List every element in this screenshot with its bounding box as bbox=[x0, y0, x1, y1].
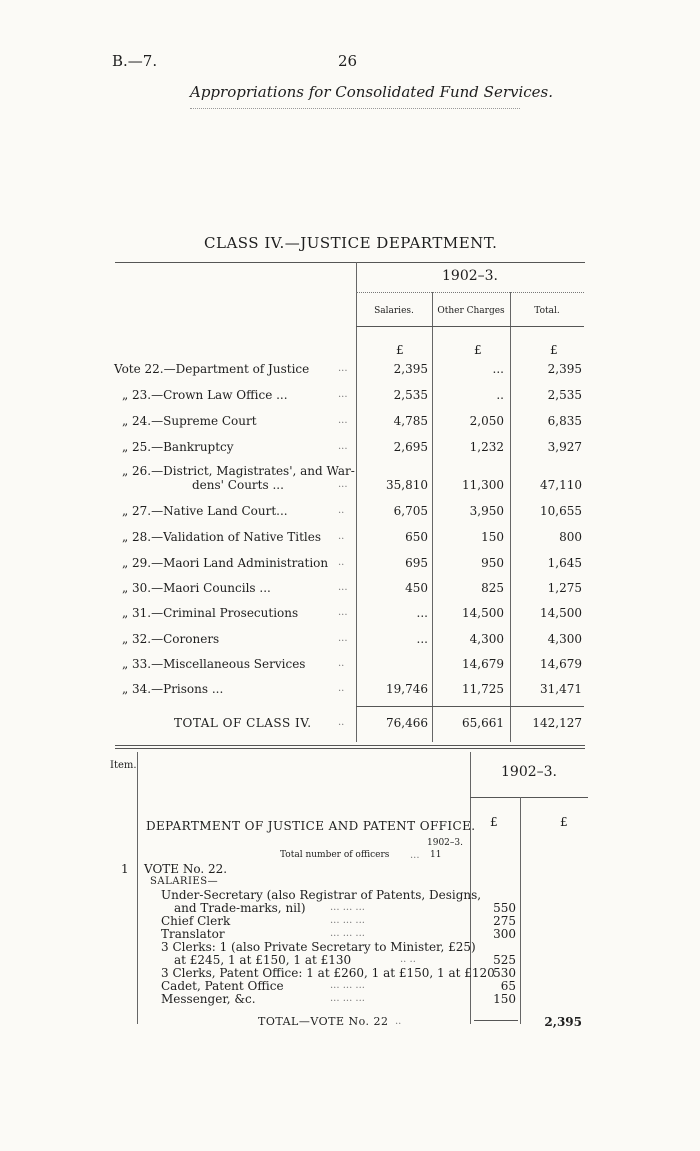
salary-text: Chief Clerk bbox=[161, 914, 231, 928]
officers-label: Total number of officers bbox=[280, 850, 390, 860]
leader-dots: .. bbox=[338, 557, 345, 568]
class-total-total: 142,127 bbox=[532, 716, 582, 730]
total-cell: 14,679 bbox=[540, 657, 582, 671]
salary-text: at £245, 1 at £150, 1 at £130 bbox=[174, 953, 352, 967]
other-cell: 3,950 bbox=[469, 504, 504, 518]
item-column-divider bbox=[137, 752, 138, 1024]
table-top-rule bbox=[115, 262, 585, 263]
col-salaries-header: Salaries. bbox=[374, 306, 414, 316]
leader-dots: ... bbox=[338, 441, 348, 452]
vote-label: „ 32.—Coroners bbox=[122, 632, 220, 646]
other-cell: 14,500 bbox=[462, 606, 504, 620]
vote-label: „ 27.—Native Land Court... bbox=[122, 504, 288, 518]
salary-text: Cadet, Patent Office bbox=[161, 979, 284, 993]
vote-label: „ 30.—Maori Councils ... bbox=[122, 581, 271, 595]
subtotal-rule bbox=[474, 1020, 518, 1021]
vote-label: „ 29.—Maori Land Administration bbox=[122, 556, 329, 570]
total-cell: 2,535 bbox=[547, 388, 582, 402]
amount-sub-divider bbox=[520, 797, 521, 1024]
other-cell: ... bbox=[492, 362, 504, 376]
vote-label: „ 33.—Miscellaneous Services bbox=[122, 657, 306, 671]
salaries-cell: 35,810 bbox=[386, 478, 428, 492]
leader-dots: .. bbox=[338, 531, 345, 542]
salaries-cell: 650 bbox=[405, 530, 428, 544]
class-year: 1902–3. bbox=[442, 268, 498, 284]
total-cell: 14,500 bbox=[540, 606, 582, 620]
total-cell: 3,927 bbox=[547, 440, 582, 454]
item-column-header: Item. bbox=[110, 760, 137, 771]
salaries-cell: 2,695 bbox=[393, 440, 428, 454]
table-divider bbox=[356, 262, 357, 742]
vote-label: „ 23.—Crown Law Office ... bbox=[122, 388, 288, 402]
leader-dots: .. bbox=[338, 658, 345, 669]
vote-heading: VOTE No. 22. bbox=[144, 862, 228, 876]
other-cell: 150 bbox=[481, 530, 504, 544]
year-rule bbox=[356, 292, 584, 293]
salary-text: 3 Clerks, Patent Office: 1 at £260, 1 at £150, 1 at £120 bbox=[161, 966, 495, 980]
leader-dots: ... ... ... bbox=[330, 928, 365, 939]
leader-dots: .. .. bbox=[400, 954, 416, 965]
class-total-other: 65,661 bbox=[462, 716, 504, 730]
leader-dots: ... ... ... bbox=[330, 993, 365, 1004]
other-cell: 11,725 bbox=[462, 682, 504, 696]
salary-amount: 150 bbox=[493, 992, 516, 1006]
leader-dots: ... ... ... bbox=[330, 902, 365, 913]
total-cell: 4,300 bbox=[547, 632, 582, 646]
leader-dots: .. bbox=[395, 1016, 402, 1027]
header-rule bbox=[356, 326, 584, 327]
leader-dots: ... bbox=[338, 363, 348, 374]
total-cell: 47,110 bbox=[540, 478, 582, 492]
vote-total-label: TOTAL—VOTE No. 22 bbox=[258, 1015, 389, 1028]
department-title: DEPARTMENT OF JUSTICE AND PATENT OFFICE. bbox=[146, 819, 476, 833]
leader-dots: .. bbox=[338, 683, 345, 694]
total-cell: 10,655 bbox=[540, 504, 582, 518]
leader-dots: ... bbox=[338, 607, 348, 618]
salary-text: Messenger, &c. bbox=[161, 992, 256, 1006]
leader-dots: ... bbox=[338, 389, 348, 400]
other-cell: 1,232 bbox=[469, 440, 504, 454]
leader-dots: ... bbox=[338, 582, 348, 593]
salary-text: Translator bbox=[161, 927, 225, 941]
salary-amount: 530 bbox=[493, 966, 516, 980]
class-total-label: TOTAL OF CLASS IV. bbox=[174, 716, 312, 730]
currency-total: £ bbox=[550, 343, 558, 357]
leader-dots: ... bbox=[410, 850, 420, 861]
col-other-header: Other Charges bbox=[437, 306, 505, 316]
salary-amount: 65 bbox=[500, 979, 516, 993]
other-cell: .. bbox=[496, 388, 504, 402]
salaries-cell: 2,535 bbox=[393, 388, 428, 402]
item-number: 1 bbox=[121, 862, 129, 876]
salaries-cell: 695 bbox=[405, 556, 428, 570]
vote-total-amount: 2,395 bbox=[544, 1015, 582, 1029]
salary-text: 3 Clerks: 1 (also Private Secretary to Minister, £25) bbox=[161, 940, 476, 954]
section-rule-2 bbox=[115, 748, 585, 749]
total-cell: 6,835 bbox=[547, 414, 582, 428]
vote-label: „ 25.—Bankruptcy bbox=[122, 440, 234, 454]
leader-dots: ... ... ... bbox=[330, 980, 365, 991]
vote-label: „ 26.—District, Magistrates', and War- bbox=[122, 464, 355, 478]
salaries-heading: SALARIES— bbox=[150, 876, 219, 887]
vote-label: „ 31.—Criminal Prosecutions bbox=[122, 606, 299, 620]
salary-amount: 275 bbox=[493, 914, 516, 928]
salaries-cell: 450 bbox=[405, 581, 428, 595]
section-rule-1 bbox=[115, 745, 585, 746]
other-cell: 11,300 bbox=[462, 478, 504, 492]
leader-dots: ... ... ... bbox=[330, 915, 365, 926]
total-cell: 2,395 bbox=[547, 362, 582, 376]
currency-other: £ bbox=[474, 343, 482, 357]
total-rule bbox=[356, 706, 584, 707]
page-number: 26 bbox=[338, 52, 358, 70]
other-cell: 950 bbox=[481, 556, 504, 570]
salary-text: Under-Secretary (also Registrar of Patents, Designs, bbox=[161, 888, 482, 902]
vote-label: Vote 22.—Department of Justice bbox=[114, 362, 310, 376]
class-total-salaries: 76,466 bbox=[386, 716, 428, 730]
total-cell: 1,645 bbox=[547, 556, 582, 570]
currency-b: £ bbox=[560, 815, 568, 829]
vote-label: „ 24.—Supreme Court bbox=[122, 414, 257, 428]
salaries-cell: 4,785 bbox=[393, 414, 428, 428]
vote-label: „ 28.—Validation of Native Titles bbox=[122, 530, 322, 544]
leader-dots: .. bbox=[338, 717, 345, 728]
leader-dots: .. bbox=[338, 505, 345, 516]
page-title: Appropriations for Consolidated Fund Services. bbox=[190, 83, 554, 101]
salary-amount: 525 bbox=[493, 953, 516, 967]
vote-year: 1902–3. bbox=[501, 764, 557, 780]
currency-a: £ bbox=[490, 815, 498, 829]
other-cell: 4,300 bbox=[469, 632, 504, 646]
officers-count: 11 bbox=[430, 850, 442, 860]
currency-salaries: £ bbox=[396, 343, 404, 357]
total-cell: 1,275 bbox=[547, 581, 582, 595]
total-cell: 31,471 bbox=[540, 682, 582, 696]
total-cell: 800 bbox=[559, 530, 582, 544]
salary-text: and Trade-marks, nil) bbox=[174, 901, 306, 915]
title-rule bbox=[190, 108, 520, 109]
salary-amount: 300 bbox=[493, 927, 516, 941]
officers-year: 1902–3. bbox=[427, 838, 463, 848]
salaries-cell: ... bbox=[416, 632, 428, 646]
vote-label: „ 34.—Prisons ... bbox=[122, 682, 224, 696]
other-cell: 2,050 bbox=[469, 414, 504, 428]
class-title: CLASS IV.—JUSTICE DEPARTMENT. bbox=[204, 234, 498, 252]
leader-dots: ... bbox=[338, 633, 348, 644]
leader-dots: ... bbox=[338, 479, 348, 490]
other-cell: 14,679 bbox=[462, 657, 504, 671]
other-cell: 825 bbox=[481, 581, 504, 595]
salaries-cell: 2,395 bbox=[393, 362, 428, 376]
salary-amount: 550 bbox=[493, 901, 516, 915]
salaries-cell: 6,705 bbox=[393, 504, 428, 518]
col-total-header: Total. bbox=[534, 306, 560, 316]
vote-year-rule bbox=[470, 797, 588, 798]
leader-dots: ... bbox=[338, 415, 348, 426]
report-code: B.—7. bbox=[112, 52, 158, 70]
salaries-cell: ... bbox=[416, 606, 428, 620]
salaries-cell: 19,746 bbox=[386, 682, 428, 696]
vote-label-continued: dens' Courts ... bbox=[192, 478, 284, 492]
